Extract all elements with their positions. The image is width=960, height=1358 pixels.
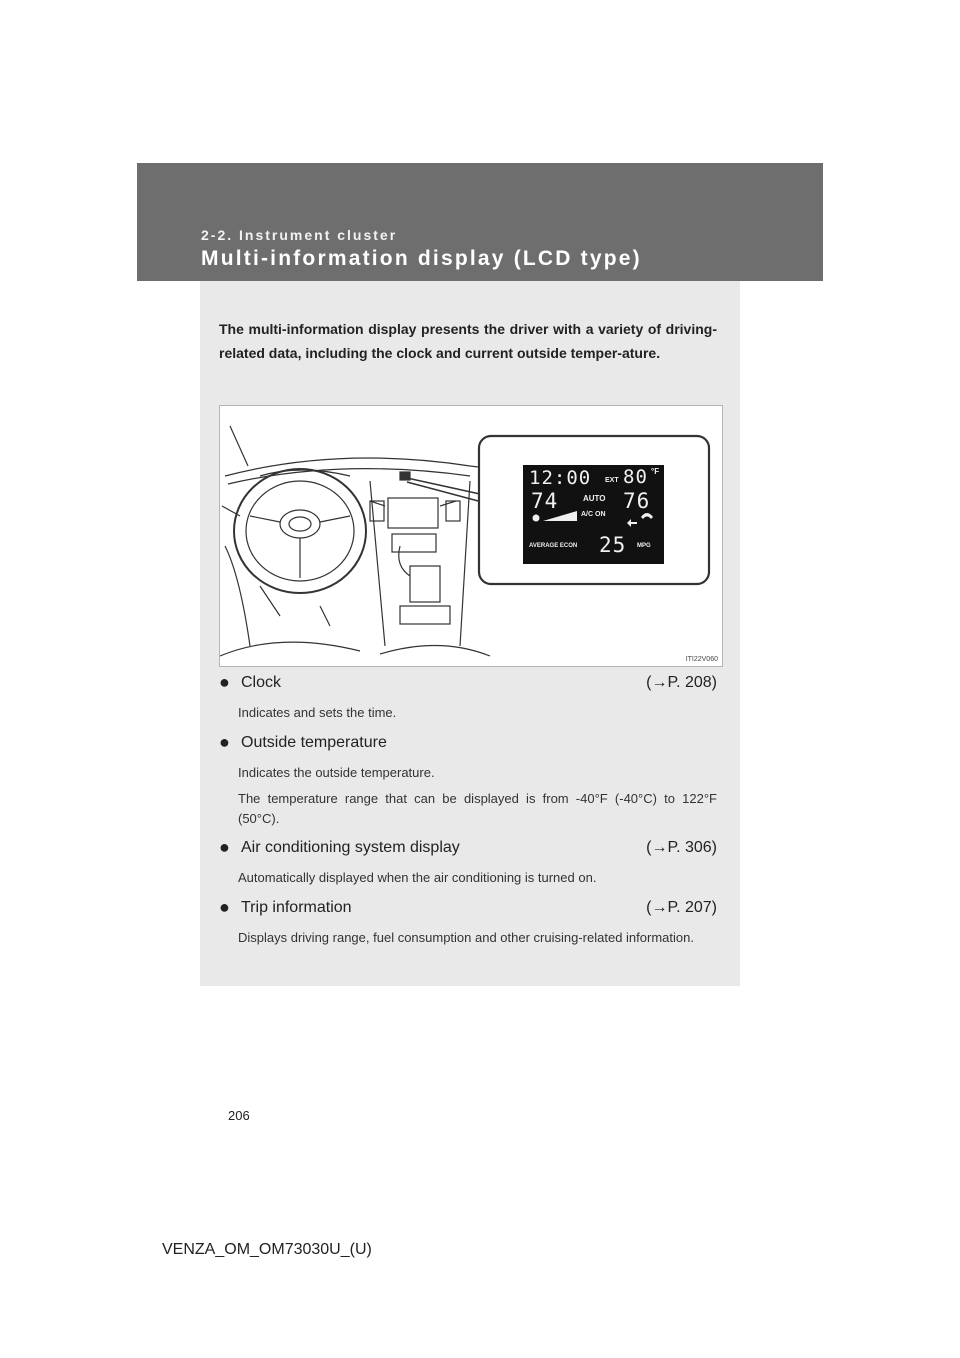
lcd-econ-value: 25 [599, 533, 627, 557]
lcd-clock: 12:00 [529, 467, 592, 489]
lcd-econ-unit: MPG [637, 543, 651, 549]
item-air-conditioning-display [219, 837, 717, 894]
dashboard-illustration [219, 405, 723, 667]
lcd-left-temp: 74 [531, 489, 559, 513]
lcd-auto-label: AUTO [583, 494, 606, 503]
section-header [137, 163, 823, 281]
page-title: Multi-information display (LCD type) [201, 247, 642, 270]
lcd-ext-unit: °F [651, 467, 660, 476]
page-reference-link[interactable]: (→P. 207) [646, 899, 717, 916]
item-outside-temperature [219, 732, 717, 835]
fan-speed-bar [543, 511, 577, 521]
item-title: Air conditioning system display [241, 839, 460, 856]
page-number: 206 [228, 1108, 250, 1123]
item-description: Automatically displayed when the air conditioning is turned on. [238, 870, 597, 885]
lcd-econ-label: AVERAGE ECON [529, 543, 578, 549]
fan-icon [533, 515, 540, 522]
item-description: The temperature range that can be displayed is from -40°F (-40°C) to 122°F (50°C). [238, 791, 717, 826]
airflow-foot-icon [627, 519, 637, 527]
item-title: Clock [241, 674, 282, 691]
lcd-ac-label: A/C ON [581, 511, 606, 518]
page-reference-link[interactable]: (→P. 306) [646, 839, 717, 856]
footer-code: VENZA_OM_OM73030U_(U) [162, 1241, 372, 1258]
content-panel [200, 281, 740, 986]
item-description: Indicates the outside temperature. [238, 765, 435, 780]
page-reference-link[interactable]: (→P. 208) [646, 674, 717, 691]
lcd-ext-label: EXT [605, 477, 619, 484]
item-title: Trip information [241, 899, 352, 916]
intro-text: The multi-information display presents the driver with a variety of driving-related data, including the clock and current outside temper-ature. [219, 321, 717, 361]
lcd-graphics [523, 465, 664, 564]
bullet-icon: ● [219, 897, 230, 917]
bullet-icon: ● [219, 837, 230, 857]
item-description: Displays driving range, fuel consumption and other cruising-related information. [238, 930, 694, 945]
item-clock [219, 672, 717, 729]
airflow-recirc-icon [641, 513, 653, 519]
item-title: Outside temperature [241, 734, 387, 751]
bullet-icon: ● [219, 732, 230, 752]
lcd-right-temp: 76 [623, 489, 651, 513]
figure-code: ITI22V060 [685, 656, 718, 663]
item-trip-information [219, 897, 717, 954]
lcd-display [523, 465, 664, 564]
bullet-icon: ● [219, 672, 230, 692]
item-description: Indicates and sets the time. [238, 705, 397, 720]
lcd-ext-temp: 80 [623, 466, 648, 488]
section-number: 2-2. Instrument cluster [201, 227, 398, 243]
